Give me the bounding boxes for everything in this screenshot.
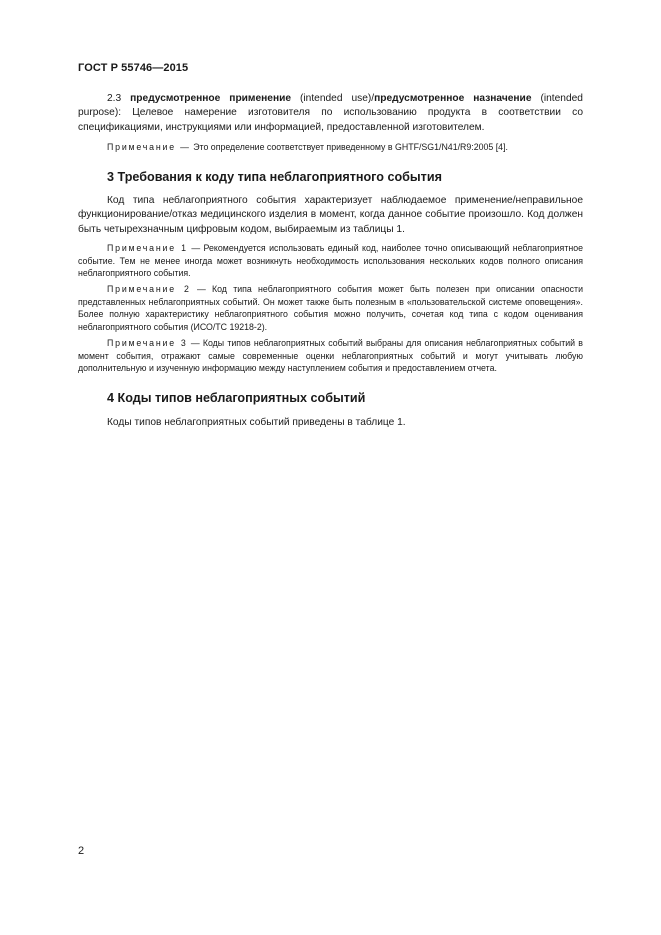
section-4-paragraph: Коды типов неблагоприятных событий приведены в таблице 1. <box>107 417 406 428</box>
term-intended-use-en: (intended use)/ <box>300 93 375 104</box>
section-3-note-2 <box>78 283 583 333</box>
note-text: Это определение соответствует приведенному в GHTF/SG1/N41/R9:2005 [4]. <box>193 142 508 152</box>
definition-note <box>78 141 583 154</box>
clause-number: 2.3 <box>107 93 122 104</box>
definition-2-3 <box>78 92 583 135</box>
section-4-heading: 4 Коды типов неблагоприятных событий <box>107 391 366 405</box>
term-intended-use: предусмотренное применение <box>130 93 292 104</box>
note-lead: Примечание 2 <box>107 284 191 294</box>
definition-paragraph <box>78 92 583 135</box>
note-lead: Примечание 3 <box>107 338 188 348</box>
section-3-note-3 <box>78 337 583 375</box>
note-text: — Рекомендуется использовать единый код, наиболее точно описывающий неблагоприятное событие. Тем не менее иногда может возникнуть необходимость использования нескольких кодов полного описания неблагоприятного события. <box>78 243 583 279</box>
note-text: — Коды типов неблагоприятных событий выбраны для описания неблагоприятных событий в момент события, отражают самые современные оценки неблагоприятных событий и могут учитывать любую дополнительную и изученную информацию между наступлением события и предоставлением отчета. <box>78 338 583 374</box>
note-lead: Примечание 1 <box>107 243 188 253</box>
note-text: — Код типа неблагоприятного события может быть полезен при описании опасности представленных неблагоприятных событий. Он может также быть полезным в «пользовательской системе оповещения». Более полную характеристику неблагоприятного события можно получить, сочетая код типа с кодом оценивания неблагоприятного события (ИСО/ТС 19218-2). <box>78 284 583 332</box>
term-intended-purpose: предусмотренное назначение <box>374 93 532 104</box>
page-number: 2 <box>78 845 85 857</box>
section-3-paragraph: Код типа неблагоприятного события характеризует наблюдаемое применение/неправильное функционирование/отказ медицинского изделия в момент, когда данное событие произошло. Код должен быть четырехзначным цифровым кодом, выбираемым из таблицы 1. <box>78 195 583 235</box>
section-3-note-1 <box>78 242 583 280</box>
note-lead: Примечание — <box>107 142 191 152</box>
document-header: ГОСТ Р 55746—2015 <box>78 62 189 74</box>
definition-text: (intended purpose): Целевое намерение изготовителя по использованию продукта в соответствии со спецификациями, инструкциями или информацией, предоставленной изготовителем. <box>78 93 583 133</box>
section-3-heading: 3 Требования к коду типа неблагоприятного события <box>107 170 442 184</box>
